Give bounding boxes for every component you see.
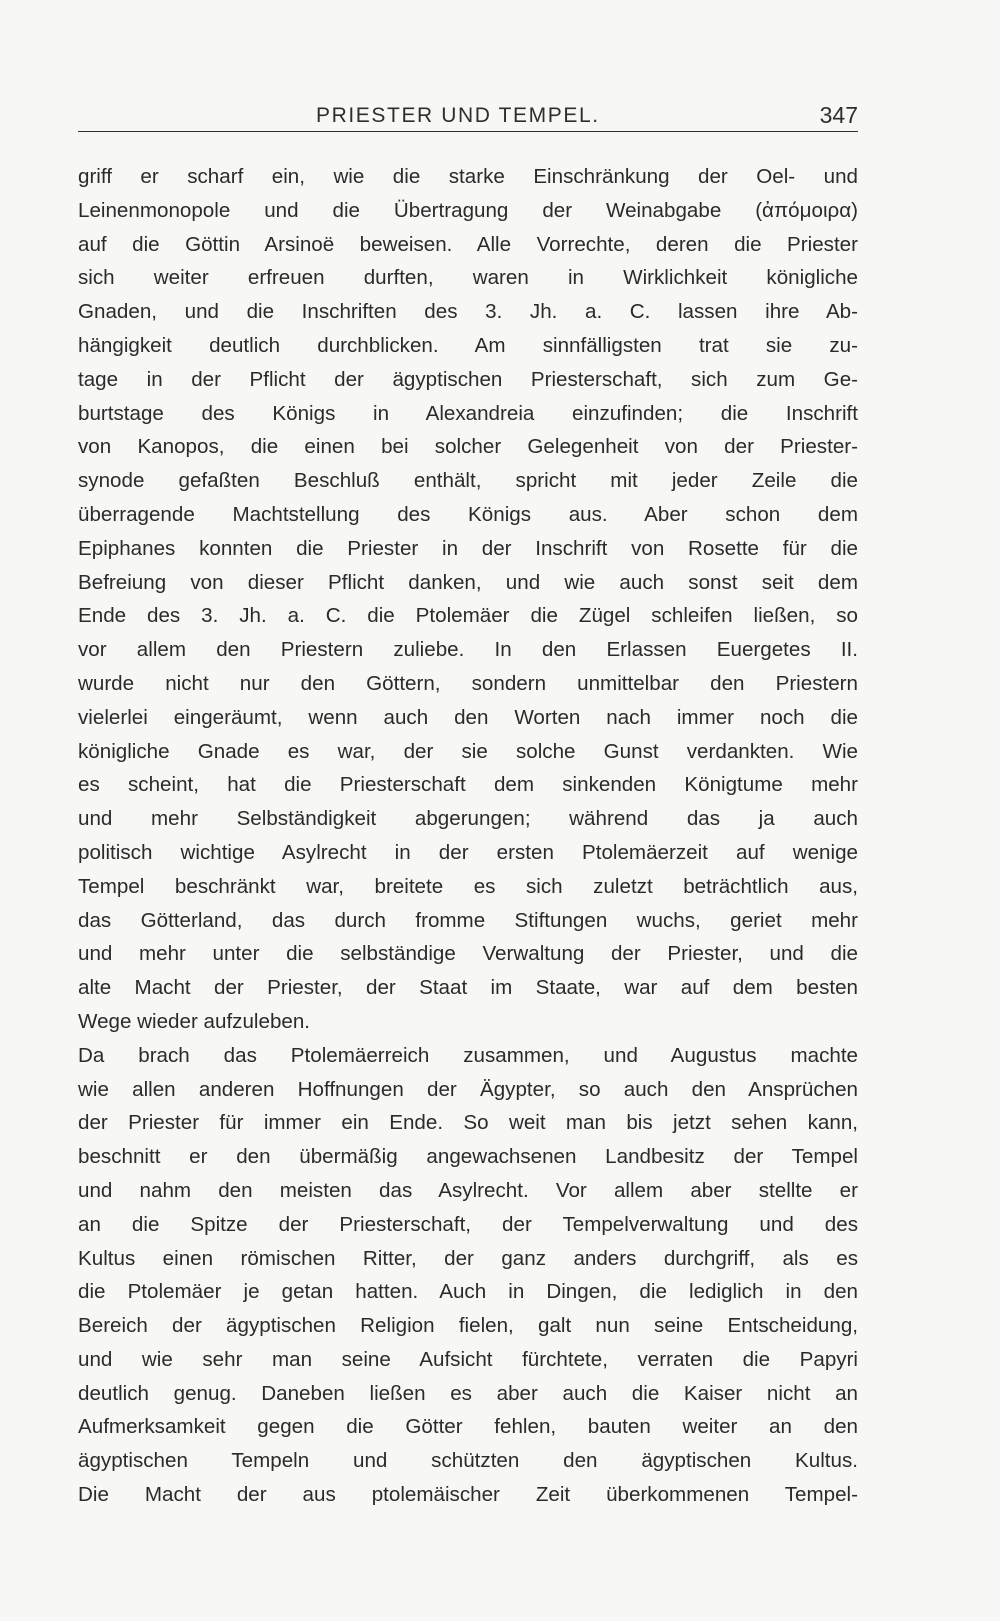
text-line: burtstage des Königs in Alexandreia einzufinden; die Inschrift bbox=[78, 401, 858, 425]
text-line: königliche Gnade es war, der sie solche Gunst verdankten. Wie bbox=[78, 739, 858, 763]
text-line: ägyptischen Tempeln und schützten den ägyptischen Kultus. bbox=[78, 1449, 858, 1473]
text-line: hängigkeit deutlich durchblicken. Am sinnfälligsten trat sie zu- bbox=[78, 333, 858, 357]
text-line: Ende des 3. Jh. a. C. die Ptolemäer die Zügel schleifen ließen, so bbox=[78, 604, 858, 628]
text-line: Aufmerksamkeit gegen die Götter fehlen, bauten weiter an den bbox=[78, 1415, 858, 1439]
text-line: vor allem den Priestern zuliebe. In den Erlassen Euergetes II. bbox=[78, 638, 858, 662]
text-line: die Ptolemäer je getan hatten. Auch in Dingen, die lediglich in den bbox=[78, 1280, 858, 1304]
text-line: griff er scharf ein, wie die starke Einschränkung der Oel- und bbox=[78, 165, 858, 188]
text-line: auf die Göttin Arsinoë beweisen. Alle Vorrechte, deren die Priester bbox=[78, 232, 858, 256]
page-header bbox=[78, 100, 858, 130]
text-line: von Kanopos, die einen bei solcher Gelegenheit von der Priester- bbox=[78, 435, 858, 459]
page-number: 347 bbox=[819, 102, 858, 128]
text-line: synode gefaßten Beschluß enthält, spricht mit jeder Zeile die bbox=[78, 469, 858, 493]
text-line: beschnitt er den übermäßig angewachsenen Landbesitz der Tempel bbox=[78, 1145, 858, 1169]
text-line: es scheint, hat die Priesterschaft dem sinkenden Königtume mehr bbox=[78, 773, 858, 797]
body-text bbox=[78, 160, 858, 1512]
text-line: der Priester für immer ein Ende. So weit man bis jetzt sehen kann, bbox=[78, 1111, 858, 1135]
text-line: wurde nicht nur den Göttern, sondern unmittelbar den Priestern bbox=[78, 671, 858, 695]
text-line: Befreiung von dieser Pflicht danken, und wie auch sonst seit dem bbox=[78, 570, 858, 594]
text-line: Die Macht der aus ptolemäischer Zeit überkommenen Tempel- bbox=[78, 1483, 858, 1507]
text-line: Leinenmonopole und die Übertragung der Weinabgabe (ἀπόμοιρα) bbox=[78, 198, 858, 222]
text-line: Wege wieder aufzuleben. bbox=[78, 1009, 311, 1033]
text-line: tage in der Pflicht der ägyptischen Priesterschaft, sich zum Ge- bbox=[78, 367, 858, 391]
text-line: Tempel beschränkt war, breitete es sich zuletzt beträchtlich aus, bbox=[78, 874, 858, 898]
text-line: vielerlei eingeräumt, wenn auch den Worten nach immer noch die bbox=[78, 705, 858, 729]
text-line: an die Spitze der Priesterschaft, der Tempelverwaltung und des bbox=[78, 1212, 858, 1236]
text-line: und mehr Selbständigkeit abgerungen; während das ja auch bbox=[78, 807, 858, 831]
text-line: Kultus einen römischen Ritter, der ganz anders durchgriff, als es bbox=[78, 1246, 858, 1270]
text-line: politisch wichtige Asylrecht in der ersten Ptolemäerzeit auf wenige bbox=[78, 840, 858, 864]
text-line: sich weiter erfreuen durften, waren in Wirklichkeit königliche bbox=[78, 266, 858, 290]
text-line: und mehr unter die selbständige Verwaltung der Priester, und die bbox=[78, 942, 858, 966]
text-line: das Götterland, das durch fromme Stiftungen wuchs, geriet mehr bbox=[78, 908, 858, 932]
text-line: Bereich der ägyptischen Religion fielen, galt nun seine Entscheidung, bbox=[78, 1314, 858, 1338]
text-line: alte Macht der Priester, der Staat im Staate, war auf dem besten bbox=[78, 976, 858, 1000]
text-line: überragende Machtstellung des Königs aus. Aber schon dem bbox=[78, 502, 858, 526]
text-line: und wie sehr man seine Aufsicht fürchtete, verraten die Papyri bbox=[78, 1347, 858, 1371]
text-line: Epiphanes konnten die Priester in der Inschrift von Rosette für die bbox=[78, 536, 858, 560]
text-line: und nahm den meisten das Asylrecht. Vor allem aber stellte er bbox=[78, 1178, 858, 1202]
text-line: Da brach das Ptolemäerreich zusammen, und Augustus machte bbox=[78, 1043, 858, 1067]
header-rule bbox=[78, 131, 858, 132]
text-line: wie allen anderen Hoffnungen der Ägypter, so auch den Ansprüchen bbox=[78, 1077, 858, 1101]
running-title: PRIESTER UND TEMPEL. bbox=[316, 104, 600, 127]
text-line: Gnaden, und die Inschriften des 3. Jh. a. C. lassen ihre Ab- bbox=[78, 300, 858, 324]
text-line: deutlich genug. Daneben ließen es aber auch die Kaiser nicht an bbox=[78, 1381, 858, 1405]
